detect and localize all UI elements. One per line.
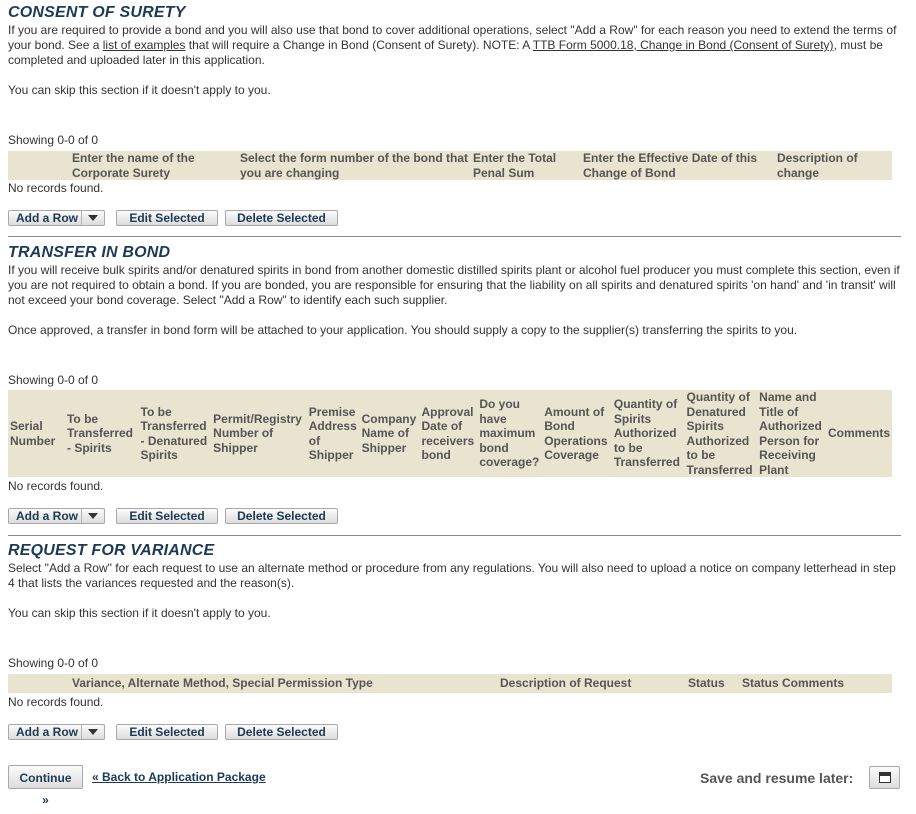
ttb-form-link[interactable]: TTB Form 5000.18, Change in Bond (Consent of Surety): [532, 38, 834, 52]
variance-no-records: No records found.: [8, 695, 104, 709]
edit-selected-button[interactable]: Edit Selected: [116, 210, 218, 226]
list-of-examples-link[interactable]: list of examples: [102, 38, 186, 52]
chevron-down-icon[interactable]: [81, 725, 104, 739]
add-row-button[interactable]: [8, 210, 105, 226]
column-header[interactable]: Enter the Effective Date of this Change of Bond: [583, 151, 758, 180]
section-divider: [8, 236, 901, 237]
consent-description: [8, 23, 901, 68]
column-header[interactable]: Enter the name of the Corporate Surety: [72, 151, 195, 180]
variance-section: [8, 542, 901, 621]
column-header[interactable]: Serial Number: [10, 419, 56, 448]
column-header[interactable]: Variance, Alternate Method, Special Permission Type: [72, 676, 373, 691]
transfer-showing: Showing 0-0 of 0: [8, 373, 99, 387]
variance-showing: Showing 0-0 of 0: [8, 656, 99, 670]
delete-selected-button[interactable]: Delete Selected: [225, 508, 338, 524]
add-row-button[interactable]: [8, 724, 105, 740]
select-column: [8, 674, 70, 693]
edit-selected-button[interactable]: Edit Selected: [116, 508, 218, 524]
column-header[interactable]: Company Name of Shipper: [361, 411, 417, 455]
transfer-table-wrap: [8, 390, 892, 477]
transfer-note: Once approved, a transfer in bond form will be attached to your application. You should supply a copy to the supplier(s) transferring the spirits to you.: [8, 323, 798, 337]
column-header[interactable]: Description of Request: [500, 676, 632, 691]
transfer-no-records: No records found.: [8, 479, 104, 493]
transfer-table: [8, 390, 892, 477]
variance-skip-note: You can skip this section if it doesn't apply to you.: [8, 606, 271, 620]
edit-selected-button[interactable]: Edit Selected: [116, 724, 218, 740]
transfer-description: If you will receive bulk spirits and/or denatured spirits in bond from another domestic distilled spirits plant or alcohol fuel producer you must complete this section, even if you are not required to obtain a bond. If you are bonded, you are responsible for ensuring that the liability on all spirits and denatured spirits 'on hand' and 'in transit' will not exceed your bond coverage. Select "Add a Row" to identify each such supplier.: [8, 263, 900, 307]
column-header[interactable]: Enter the Total Penal Sum: [473, 151, 557, 180]
save-resume-button[interactable]: [869, 766, 900, 789]
column-header[interactable]: Description of change: [777, 151, 858, 180]
column-header[interactable]: Quantity of Spirits Authorized to be Transferred: [613, 397, 680, 470]
column-header[interactable]: Approval Date of receivers bond: [421, 404, 475, 462]
column-header[interactable]: Status: [688, 676, 725, 691]
delete-selected-button[interactable]: Delete Selected: [225, 210, 338, 226]
column-header[interactable]: To be Transferred - Denatured Spirits: [140, 404, 208, 462]
variance-button-row: [8, 724, 408, 742]
save-resume-label: Save and resume later:: [700, 770, 854, 786]
variance-table: [8, 674, 892, 693]
chevron-down-icon[interactable]: [81, 509, 104, 523]
column-header[interactable]: To be Transferred - Spirits: [66, 411, 134, 455]
consent-showing: Showing 0-0 of 0: [8, 133, 99, 147]
section-divider: [8, 535, 901, 536]
add-row-label: Add a Row: [16, 509, 78, 523]
column-header[interactable]: Permit/Registry Number of Shipper: [213, 411, 302, 455]
consent-desc-text-3: , must be completed and uploaded later in this application.: [8, 38, 883, 67]
transfer-section: [8, 244, 901, 338]
add-row-label: Add a Row: [16, 211, 78, 225]
add-row-button[interactable]: [8, 508, 105, 524]
consent-desc-text: If you are required to provide a bond and you will also use that bond to cover additional operations, select "Add a Row" for each reason you need to extend the terms of your bond. See a: [8, 23, 897, 52]
back-to-application-link[interactable]: « Back to Application Package: [92, 770, 266, 784]
consent-desc-text-2: that will require a Change in Bond (Consent of Surety). NOTE: A: [185, 38, 533, 52]
column-header[interactable]: Comments: [827, 426, 890, 441]
variance-description: Select "Add a Row" for each request to use an alternate method or procedure from any regulations. You will also need to upload a notice on company letterhead in step 4 that lists the variances requested and the reason(s).: [8, 561, 896, 590]
consent-button-row: [8, 210, 408, 228]
consent-no-records: No records found.: [8, 181, 104, 195]
add-row-label: Add a Row: [16, 725, 78, 739]
transfer-button-row: [8, 508, 408, 526]
consent-table: [8, 151, 892, 180]
column-header[interactable]: Do you have maximum bond coverage?: [479, 397, 540, 470]
consent-section: [8, 4, 901, 98]
column-header[interactable]: Select the form number of the bond that you are changing: [240, 151, 469, 180]
select-column: [8, 151, 70, 180]
column-header[interactable]: Status Comments: [742, 676, 845, 691]
column-header[interactable]: Name and Title of Authorized Person for Receiving Plant: [759, 390, 822, 477]
variance-table-wrap: [8, 674, 892, 693]
consent-skip-note: You can skip this section if it doesn't apply to you.: [8, 83, 271, 97]
column-header[interactable]: Quantity of Denatured Spirits Authorized to be Transferred: [686, 390, 753, 477]
continue-button[interactable]: Continue »: [8, 765, 83, 789]
variance-title: REQUEST FOR VARIANCE: [8, 542, 215, 559]
chevron-down-icon[interactable]: [81, 211, 104, 225]
delete-selected-button[interactable]: Delete Selected: [225, 724, 338, 740]
save-icon: [879, 772, 891, 783]
column-header[interactable]: Amount of Bond Operations Coverage: [544, 404, 608, 462]
consent-title: CONSENT OF SURETY: [8, 4, 186, 21]
consent-table-wrap: [8, 151, 892, 180]
transfer-title: TRANSFER IN BOND: [8, 244, 171, 261]
column-header[interactable]: Premise Address of Shipper: [308, 404, 357, 462]
